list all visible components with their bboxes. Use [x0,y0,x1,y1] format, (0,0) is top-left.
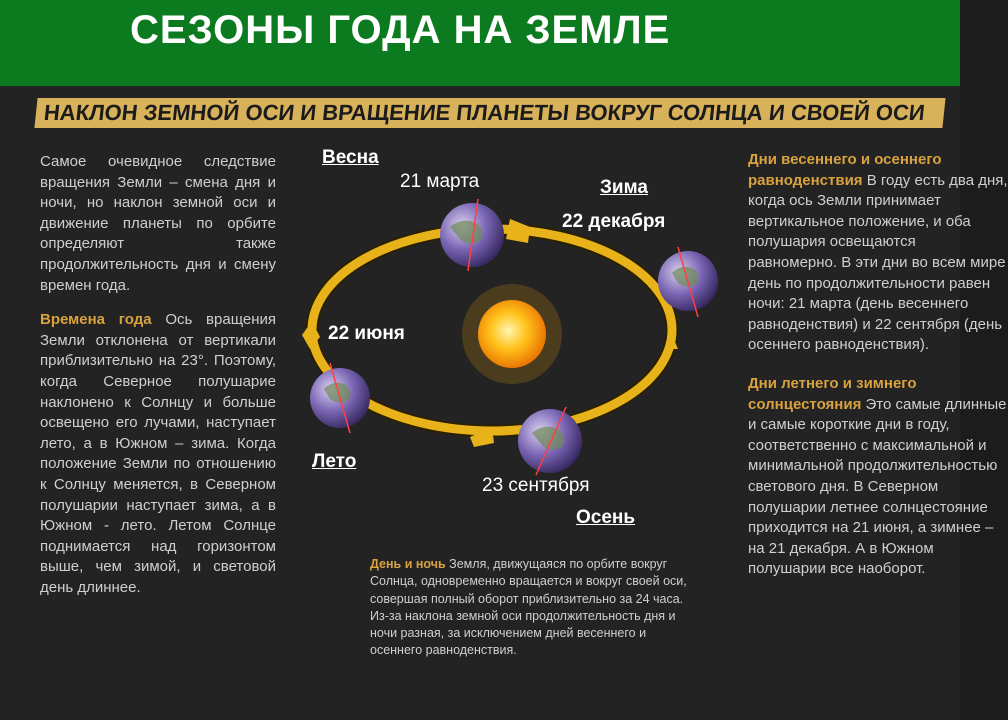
right-column [748,150,1008,598]
day-night-caption [370,556,700,660]
label-spring-date: 21 марта [400,171,480,192]
seasons-heading: Времена года [40,311,152,329]
left-paragraph-2 [40,310,276,598]
orbit-diagram [280,135,740,545]
day-night-text: Земля, движущаяся по орбите вокруг Солнца, одновременно вращается и вокруг своей оси, совершая полный оборот приблизительно за 24 часа. Из-за наклона земной оси продолжительность дня и ночи разная, за исключением дней весеннего и осеннего равноденствия. [370,557,687,658]
label-autumn: Осень [576,507,636,528]
equinox-text: В году есть два дня, когда ось Земли принимает вертикальное положение, и оба полушария освещаются равномерно. В эти дни во всем мире день по продолжительности равен ночи: 21 марта (день весеннего равноденствия) и 22 сентября (день осеннего равноденствия). [748,171,1008,354]
equinox-heading: Дни весеннего и осеннего равноденствия [748,151,942,189]
solstice-text: Это самые длинные и самые короткие дни в году, соответственно с максимальной и минимальной продолжительностью светового дня. В Северном полушарии летнее солнцестояние приходится на 21 июня, а зимнее – на 21 декабря. А в Южном полушарии все наоборот. [748,395,1007,578]
label-summer: Лето [312,451,357,472]
label-summer-date: 22 июня [328,323,405,344]
section-subtitle: НАКЛОН ЗЕМНОЙ ОСИ И ВРАЩЕНИЕ ПЛАНЕТЫ ВОКРУГ СОЛНЦА И СВОЕЙ ОСИ [34,98,945,128]
right-paragraph-1 [748,150,1008,356]
label-winter: Зима [600,177,648,198]
day-night-heading: День и ночь [370,557,446,571]
orbit-arrow-top [506,219,530,243]
left-column [40,152,276,612]
page-title: СЕЗОНЫ ГОДА НА ЗЕМЛЕ [130,8,671,52]
header-bar [0,0,960,86]
right-paragraph-2 [748,374,1008,580]
label-autumn-date: 23 сентября [482,475,590,496]
sun [462,284,562,384]
left-paragraph-1: Самое очевидное следствие вращения Земли – смена дня и ночи, но наклон земной оси и движение планеты по орбите определяют также продолжительность дня и смену времен года. [40,153,276,294]
solstice-heading: Дни летнего и зимнего солнцестояния [748,374,917,413]
earth-spring [440,199,504,271]
label-winter-date: 22 декабря [562,211,666,232]
seasons-text: Ось вращения Земли отклонена от вертикали приблизительно на 23°. Поэтому, когда Северное полушарие наклонено к Солнцу и больше освещено его лучами, наступает лето, а в Южном – зима. Когда положение Земли по отношению к Солнцу меняется, в Северном полушарии наступает зима, а в Южном - лето. Летом Солнце поднимается над горизонтом выше, чем зимой, и световой день длиннее. [40,311,276,596]
label-spring: Весна [322,147,379,168]
earth-summer [310,363,370,433]
